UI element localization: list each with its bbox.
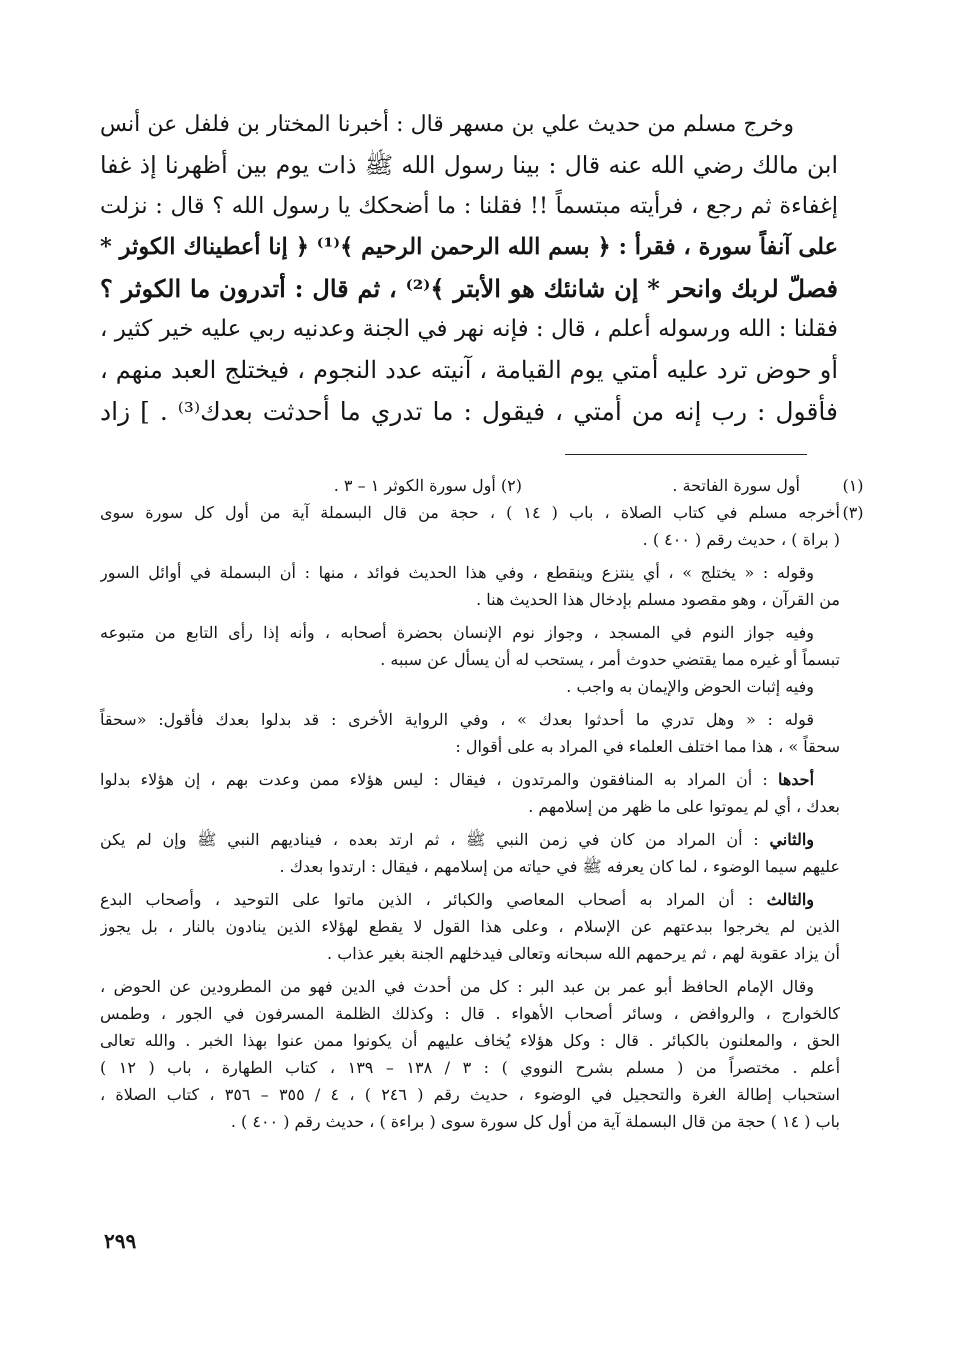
footnote-line	[100, 766, 840, 793]
footnote-line: وقال الإمام الحافظ أبو عمر بن عبد البر : كل من أحدث في الدين فهو من المطرودين عن الحوض ،	[100, 977, 814, 996]
main-line: ابن مالك رضي الله عنه قال : بينا رسول الله ﷺ ذات يوم بين أظهرنا إذ غفا	[100, 151, 838, 179]
footnote-line: أعلم . مختصراً من ( مسلم بشرح النووي ) : ٣ / ١٣٨ – ١٣٩ ، كتاب الطهارة ، باب ( ١٢ )	[100, 1058, 840, 1077]
footnote-number: (١)	[842, 476, 864, 495]
footnotes	[100, 472, 864, 1135]
footnote-line	[100, 886, 840, 913]
page-number: ٢٩٩	[104, 1229, 137, 1253]
footnote-line: وفيه إثبات الحوض والإيمان به واجب .	[566, 677, 814, 696]
footnote-line	[100, 826, 840, 853]
footnote-line: ( براة ) ، حديث رقم ( ٤٠٠ ) .	[642, 530, 840, 549]
footnote-line-text: : أن المراد به أصحاب المعاصي والكبائر ، الذين ماتوا على التوحيد ، وأصحاب البدع	[100, 890, 754, 909]
footnote-line: باب ( ١٤ ) حجة من قال البسملة آية من أول كل سورة سوى ( براءة ) ، حديث رقم ( ٤٠٠ ) .	[230, 1112, 840, 1131]
footnote-line: قوله : « وهل تدري ما أحدثوا بعدك » ، وفي الرواية الأخرى : قد بدلوا بعدك فأقول: «سحقاً	[100, 710, 815, 729]
footnote-1-text: أول سورة الفاتحة .	[672, 476, 800, 495]
footnote-line: أن يزاد عقوبة لهم ، ثم يرحمهم الله سبحانه وتعالى فيدخلهم الجنة بغير عذاب .	[327, 944, 840, 963]
footnote-line: عليهم سيما الوضوء ، لما كان يعرفه ﷺ في حياته من إسلامهم ، فيقال : ارتدوا بعدك .	[279, 857, 840, 876]
footnote-line: الحق ، والمعلنون بالكبائر . قال : وكل هؤلاء يُخاف عليهم أن يكونوا ممن عنوا بهذا الخبر . والله تعالى	[100, 1031, 840, 1050]
footnote-term: والثاني	[769, 830, 814, 849]
main-line: فصلّ لربك وانحر * إن شانئك هو الأبتر ﴾⁽²⁾ ، ثم قال : أتدرون ما الكوثر ؟	[100, 274, 838, 303]
footnote-1-2-row	[100, 472, 864, 499]
footnote-line: تبسماً أو غيره مما يقتضي حدوث أمر ، يستحب له أن يسأل عن سببه .	[380, 650, 840, 669]
footnote-line: من القرآن ، وهو مقصود مسلم بإدخال هذا الحديث هنا .	[476, 590, 840, 609]
footnote-line-text: : أن المراد من كان في زمن النبي ﷺ ، ثم ارتد بعده ، فيناديهم النبي ﷺ وإن لم يكن	[100, 830, 759, 849]
footnote-line: استحباب إطالة الغرة والتحجيل في الوضوء ، حديث رقم ( ٢٤٦ ) ، ٤ / ٣٥٥ – ٣٥٦ ، كتاب الصلاة ،	[100, 1085, 840, 1104]
main-text	[100, 104, 838, 432]
footnote-3	[100, 499, 864, 526]
main-line: على آنفاً سورة ، فقرأ : ﴿ بسم الله الرحمن الرحيم ﴾⁽¹⁾ ﴿ إنا أعطيناك الكوثر *	[100, 234, 838, 260]
footnote-line-text: : أن المراد به المنافقون والمرتدون ، فيقال : ليس هؤلاء ممن وعدت بهم ، إن هؤلاء بدلوا	[100, 770, 768, 789]
footnote-line: أخرجه مسلم في كتاب الصلاة ، باب ( ١٤ ) ، حجة من قال البسملة آية من أول كل سورة سوى	[100, 503, 840, 522]
footnote-line: سحقاً » ، هذا مما اختلف العلماء في المراد به على أقوال :	[455, 737, 840, 756]
footnote-term: والثالث	[766, 890, 815, 909]
main-line: إغفاءة ثم رجع ، فرأيته مبتسماً !! فقلنا : ما أضحكك يا رسول الله ؟ قال : نزلت	[100, 193, 838, 219]
footnote-line: الذين لم يخرجوا ببدعتهم عن الإسلام ، وعلى هذا القول لا يقطع لهؤلاء الذين ينادون بالنار ، بل يجوز	[100, 917, 840, 936]
main-line: فأقول : رب إنه من أمتي ، فيقول : ما تدري ما أحدثت بعدك⁽³⁾ . ] زاد	[100, 397, 838, 426]
footnote-line: بعدك ، أي لم يموتوا على ما ظهر من إسلامهم .	[528, 797, 840, 816]
footnote-line: وقوله : « يختلج » ، أي ينتزع وينقطع ، وفي هذا الحديث فوائد ، منها : أن البسملة في أوائل السور	[100, 563, 814, 582]
footnote-number: (٣)	[842, 503, 864, 522]
footnote-term: أحدها	[777, 770, 815, 789]
footnote-2-text: (٢) أول سورة الكوثر ١ – ٣ .	[333, 476, 522, 495]
main-line: وخرج مسلم من حديث علي بن مسهر قال : أخبرنا المختار بن فلفل عن أنس	[100, 112, 794, 137]
main-line: أو حوض ترد عليه أمتي يوم القيامة ، آنيته عدد النجوم ، فيختلج العبد منهم ،	[100, 356, 838, 384]
footnote-line: كالخوارج ، والروافض ، وسائر أصحاب الأهواء . قال : وكذلك الظلمة المسرفون في الجور ، وطمس	[100, 1004, 840, 1023]
footnote-line: وفيه جواز النوم في المسجد ، وجواز نوم الإنسان بحضرة أصحابه ، وأنه إذا رأى التابع من متبوعه	[100, 623, 814, 642]
footnote-separator	[565, 454, 807, 455]
main-line: فقلنا : الله ورسوله أعلم ، قال : فإنه نهر في الجنة وعدنيه ربي عليه خير كثير ،	[100, 316, 838, 342]
